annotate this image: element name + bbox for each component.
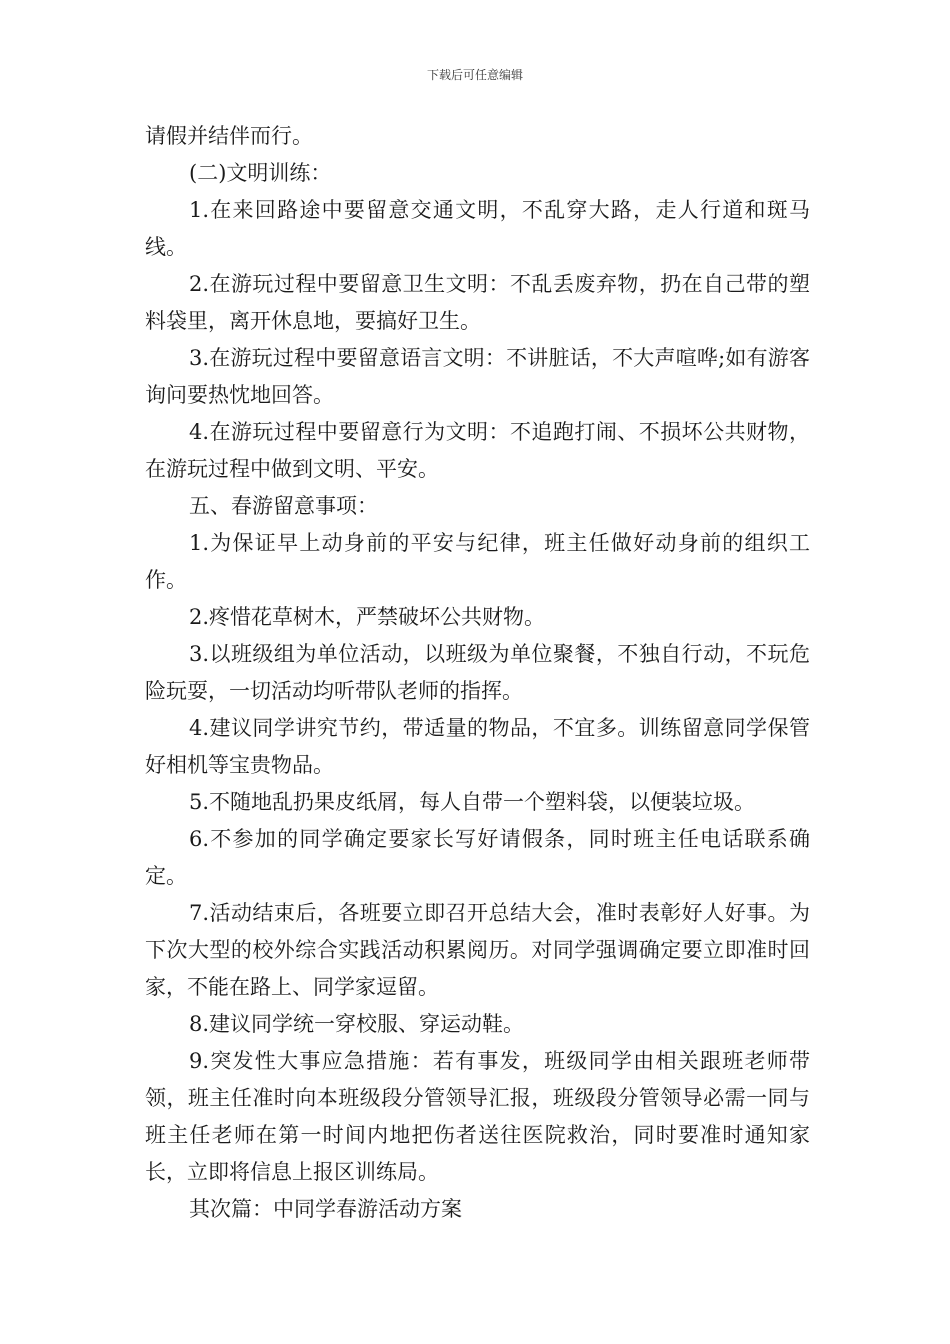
paragraph: 9.突发性大事应急措施：若有事发，班级同学由相关跟班老师带领，班主任准时向本班级段分管领导汇报，班级段分管领导必需一同与班主任老师在第一时间内地把伤者送往医院救治，同时要准时通知家长，立即将信息上报区训练局。 [145, 1049, 810, 1184]
paragraph: 4.在游玩过程中要留意行为文明：不追跑打闹、不损坏公共财物，在游玩过程中做到文明、平安。 [145, 420, 810, 481]
paragraph: 4.建议同学讲究节约，带适量的物品，不宜多。训练留意同学保管好相机等宝贵物品。 [145, 716, 810, 777]
paragraph: 1.在来回路途中要留意交通文明，不乱穿大路，走人行道和斑马线。 [145, 198, 810, 259]
paragraph: 请假并结伴而行。 [145, 124, 313, 148]
section-heading: 其次篇：中同学春游活动方案 [189, 1197, 462, 1221]
paragraph: 8.建议同学统一穿校服、穿运动鞋。 [189, 1012, 525, 1036]
paragraph: 6.不参加的同学确定要家长写好请假条，同时班主任电话联系确定。 [145, 827, 810, 888]
paragraph: 2.在游玩过程中要留意卫生文明：不乱丢废弃物，扔在自己带的塑料袋里，离开休息地，要搞好卫生。 [145, 272, 810, 333]
paragraph: 7.活动结束后，各班要立即召开总结大会，准时表彰好人好事。为下次大型的校外综合实践活动积累阅历。对同学强调确定要立即准时回家，不能在路上、同学家逗留。 [145, 901, 810, 999]
page-header: 下载后可任意编辑 [426, 68, 523, 82]
paragraph: 5.不随地乱扔果皮纸屑，每人自带一个塑料袋，以便装垃圾。 [189, 790, 756, 814]
paragraph: 2.疼惜花草树木，严禁破坏公共财物。 [189, 605, 546, 629]
paragraph: 3.在游玩过程中要留意语言文明：不讲脏话，不大声喧哗;如有游客询问要热忱地回答。 [145, 346, 810, 407]
section-heading: (二)文明训练： [189, 161, 332, 185]
paragraph: 3.以班级组为单位活动，以班级为单位聚餐，不独自行动，不玩危险玩耍，一切活动均听带队老师的指挥。 [145, 642, 810, 703]
document-body [145, 118, 810, 1228]
section-heading: 五、春游留意事项： [189, 494, 378, 518]
paragraph: 1.为保证早上动身前的平安与纪律，班主任做好动身前的组织工作。 [145, 531, 810, 592]
